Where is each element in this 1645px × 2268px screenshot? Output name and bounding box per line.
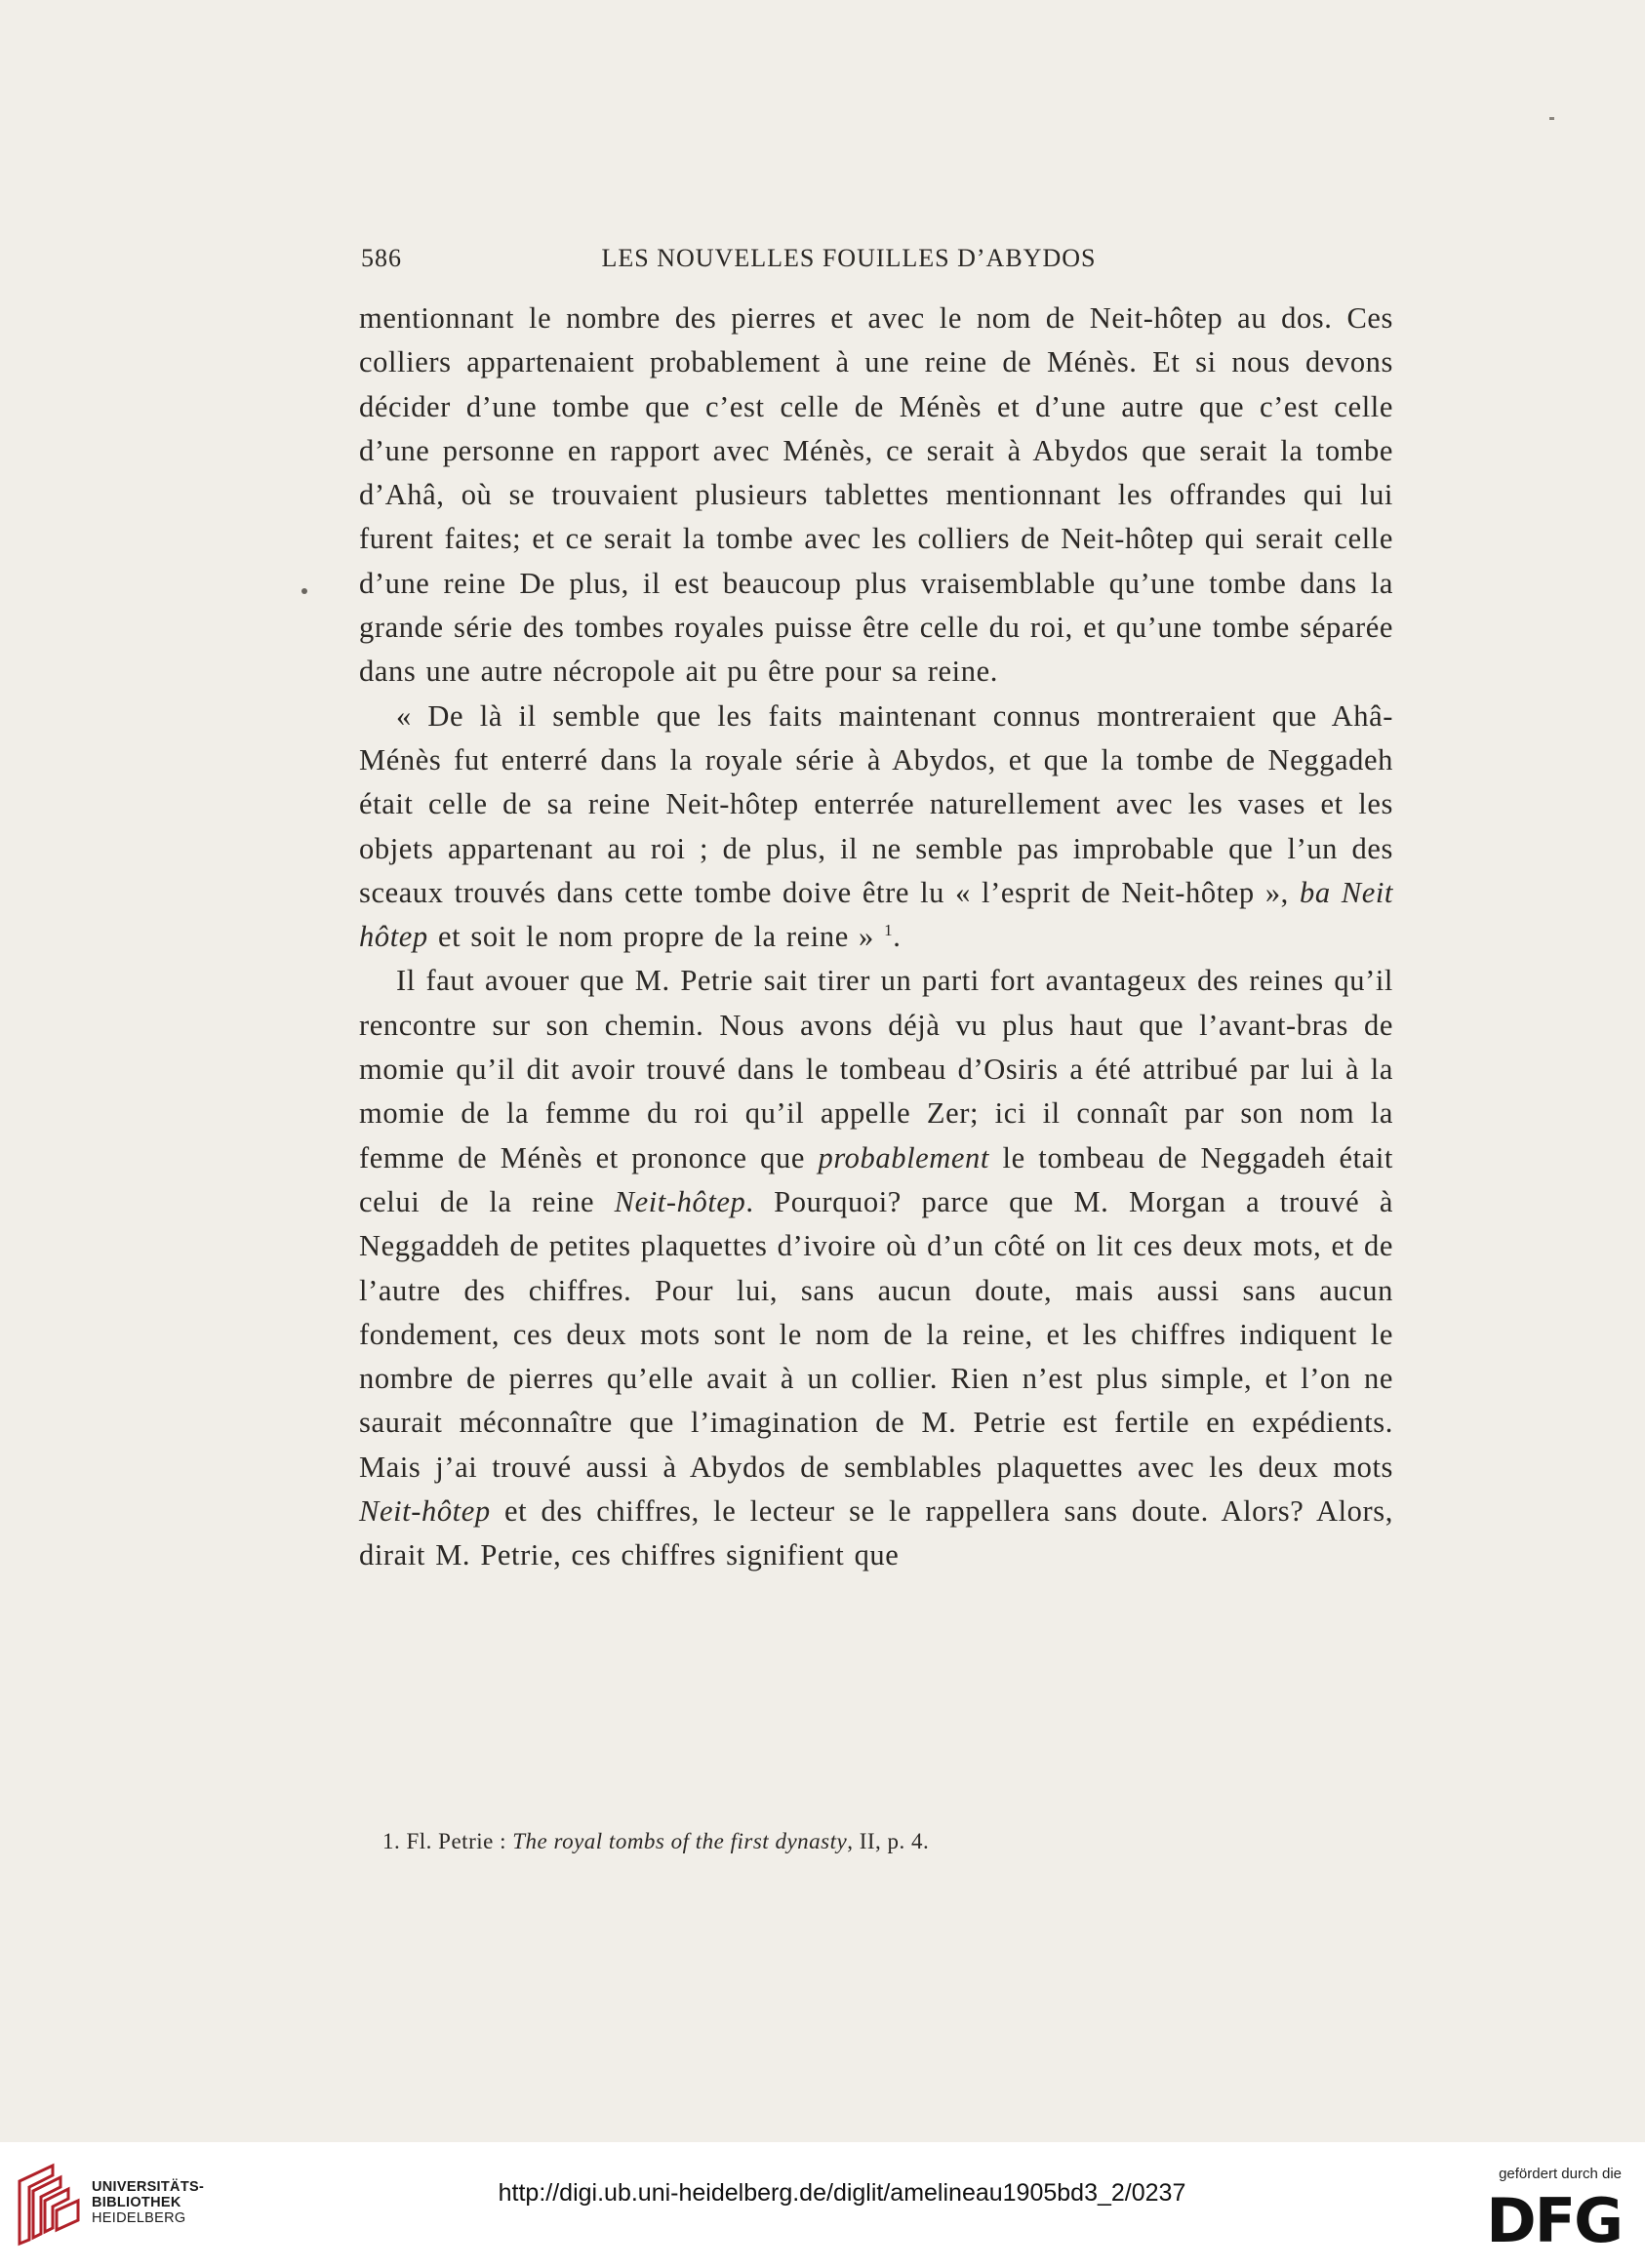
paragraph-3-text-d: et des chiffres, le lecteur se le rappellera sans doute. Alors? Alors, dirait M. Petrie, ces chiffres signifient que (359, 1494, 1393, 1572)
margin-mark (301, 588, 307, 594)
footnote-title: The royal tombs of the first dynasty (512, 1829, 848, 1853)
paragraph-3-text-a: Il faut avouer que M. Petrie sait tirer un parti fort avantageux des reines qu’il rencontre sur son chemin. Nous avons déjà vu plus haut que l’avant-bras de momie qu’il dit avoir trouvé dans le tombeau d’Osiris a été attribué par lui à la momie de la femme du roi qu’il appelle Zer; ici il connaît par son nom la femme de Ménès et prononce que (359, 964, 1393, 1174)
paragraph-3-italic-1: probablement (818, 1140, 989, 1174)
page-header (361, 244, 1395, 283)
dfg-logo[interactable]: DFG (1486, 2185, 1622, 2256)
permalink-url[interactable]: http://digi.ub.uni-heidelberg.de/diglit/amelineau1905bd3_2/0237 (498, 2179, 1186, 2207)
body-text (359, 297, 1393, 1578)
paragraph-2-text-a: « De là il semble que les faits maintenant connus montreraient que Ahâ-Ménès fut enterré dans la royale série à Abydos, et que la tombe de Neggadeh était celle de sa reine Neit-hôtep enterrée naturellement avec les vases et les objets appartenant au roi ; de plus, il ne semble pas improbable que l’un des sceaux trouvés dans cette tombe doive être lu « l’esprit de Neit-hôtep », (359, 698, 1393, 909)
paragraph-3-italic-2: Neit-hôtep (614, 1184, 746, 1218)
page-number: 586 (361, 244, 402, 272)
paragraph-3-text-b: le tombeau de Neggadeh était celui de la reine (359, 1140, 1393, 1218)
footnote (382, 1829, 1397, 1854)
paragraph-1: mentionnant le nombre des pierres et avec le nom de Neit-hôtep au dos. Ces colliers appartenaient probablement à une reine de Ménès. Et si nous devons décider d’une tombe que c’est celle de Ménès et d’une autre que c’est celle d’une personne en rapport avec Ménès, ce serait à Abydos que serait la tombe d’Ahâ, où se trouvaient plusieurs tablettes mentionnant les offrandes qui lui furent faites; et ce serait la tombe avec les colliers de Neit-hôtep qui serait celle d’une reine De plus, il est beaucoup plus vraisemblable qu’une tombe dans la grande série des tombes royales puisse être celle du roi, et qu’une tombe séparée dans une autre nécropole ait pu être pour sa reine. (359, 301, 1393, 689)
running-title: LES NOUVELLES FOUILLES D’ABYDOS (601, 244, 1097, 272)
footnote-rest: , II, p. 4. (847, 1829, 930, 1853)
footnote-author: Fl. Petrie : (406, 1829, 506, 1853)
library-name-line-2: BIBLIOTHEK (92, 2195, 181, 2210)
scan-speck (1549, 117, 1554, 120)
paragraph-3 (359, 959, 1393, 1577)
paragraph-2-text-b: et soit le nom propre de la reine » (427, 920, 885, 954)
paragraph-3-italic-3: Neit-hôtep (359, 1494, 491, 1529)
library-name-line-3: HEIDELBERG (92, 2210, 186, 2226)
paragraph-3-text-c: . Pourquoi? parce que M. Morgan a trouvé à Neggaddeh de petites plaquettes d’ivoire où d’un côté on lit ces deux mots, et de l’autre des chiffres. Pour lui, sans aucun doute, mais aussi sans aucun fondement, ces deux mots sont le nom de la reine, et les chiffres indiquent le nombre de pierres qu’elle avait à un collier. Rien n’est plus simple, et l’on ne saurait méconnaître que l’imagination de M. Petrie est fertile en expédients. Mais j’ai trouvé aussi à Abydos de semblables plaquettes avec les deux mots (359, 1184, 1394, 1484)
footnote-reference: 1 (884, 921, 894, 939)
library-name-line-1: UNIVERSITÄTS- (92, 2179, 205, 2195)
digitization-footer (0, 2142, 1645, 2268)
paragraph-2-text-c: . (893, 920, 902, 954)
paragraph-2-italic: ba Neit hôtep (359, 875, 1394, 954)
paragraph-2 (359, 695, 1393, 960)
footnote-number: 1. (382, 1829, 401, 1853)
funder-label: gefördert durch die (1499, 2166, 1622, 2182)
